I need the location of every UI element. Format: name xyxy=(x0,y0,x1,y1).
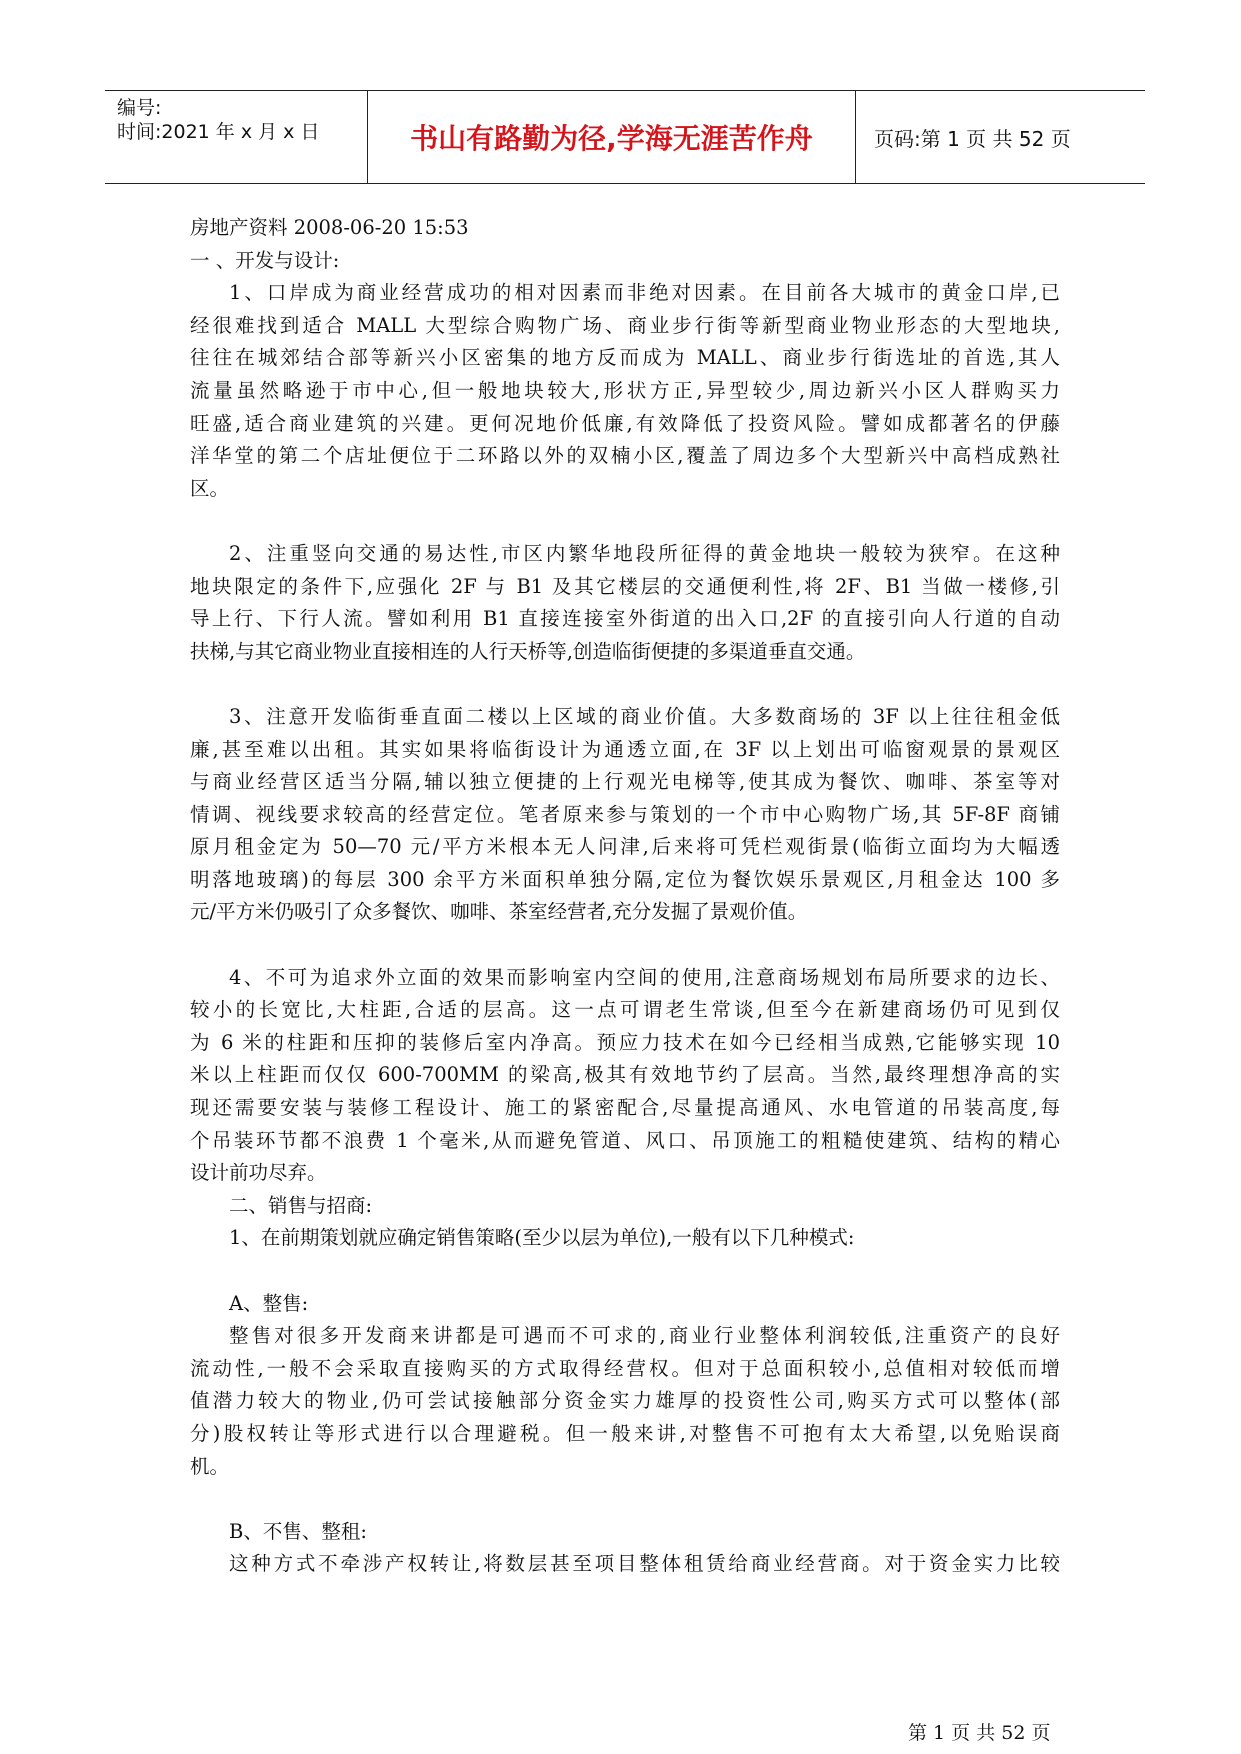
text-line: 房地产资料 2008-06-20 15:53 xyxy=(190,216,469,239)
text-line: 机。 xyxy=(190,1454,230,1478)
text-line: 导上行、下行人流。譬如利用 B1 直接连接室外街道的出入口,2F 的直接引向人行道的自动 xyxy=(190,607,1060,631)
text-line: 旺盛,适合商业建筑的兴建。更何况地价低廉,有效降低了投资风险。譬如成都著名的伊藤 xyxy=(190,411,1060,435)
text-line: 元/平方米仍吸引了众多餐饮、咖啡、茶室经营者,充分发掘了景观价值。 xyxy=(190,900,808,924)
text-line: 1、在前期策划就应确定销售策略(至少以层为单位),一般有以下几种模式: xyxy=(229,1226,855,1250)
text-line: 设计前功尽弃。 xyxy=(190,1161,327,1185)
text-line: 地块限定的条件下,应强化 2F 与 B1 及其它楼层的交通便利性,将 2F、B1 当做一楼修,引 xyxy=(190,574,1060,598)
text-line: 为 6 米的柱距和压抑的装修后室内净高。预应力技术在如今已经相当成熟,它能够实现 10 xyxy=(190,1030,1060,1054)
document-body xyxy=(190,212,1060,1581)
text-line: 明落地玻璃)的每层 300 余平方米面积单独分隔,定位为餐饮娱乐景观区,月租金达 100 多 xyxy=(190,867,1060,891)
text-line: 区。 xyxy=(190,476,230,500)
header-motto: 书山有路勤为径,学海无涯苦作舟 xyxy=(410,122,813,155)
paragraph-gap xyxy=(190,505,1060,538)
document-number-label: 编号: xyxy=(117,97,162,119)
text-line: 洋华堂的第二个店址便位于二环路以外的双楠小区,覆盖了周边多个大型新兴中高档成熟社 xyxy=(190,444,1060,468)
text-line: 2、注重竖向交通的易达性,市区内繁华地段所征得的黄金地块一般较为狭窄。在这种 xyxy=(229,541,1060,565)
text-line: 扶梯,与其它商业物业直接相连的人行天桥等,创造临街便捷的多渠道垂直交通。 xyxy=(190,639,866,663)
text-line: 4、不可为追求外立面的效果而影响室内空间的使用,注意商场规划布局所要求的边长、 xyxy=(229,965,1060,989)
header-right-cell xyxy=(856,91,1145,183)
text-line: 值潜力较大的物业,仍可尝试接触部分资金实力雄厚的投资性公司,购买方式可以整体(部 xyxy=(190,1389,1060,1413)
text-line: 1、口岸成为商业经营成功的相对因素而非绝对因素。在目前各大城市的黄金口岸,已 xyxy=(229,281,1060,305)
paragraph-gap xyxy=(190,1255,1060,1288)
paragraph-gap xyxy=(190,668,1060,701)
text-line: 情调、视线要求较高的经营定位。笔者原来参与策划的一个市中心购物广场,其 5F-8F 商铺 xyxy=(190,802,1060,826)
text-line: 经很难找到适合 MALL 大型综合购物广场、商业步行街等新型商业物业形态的大型地块, xyxy=(190,313,1060,337)
paragraph-gap xyxy=(190,1483,1060,1516)
text-line: 整售对很多开发商来讲都是可遇而不可求的,商业行业整体利润较低,注重资产的良好 xyxy=(229,1324,1060,1348)
text-line: B、不售、整租: xyxy=(229,1519,367,1543)
header-table xyxy=(105,90,1145,184)
header-middle-cell xyxy=(367,91,856,183)
header-left-cell xyxy=(105,91,367,183)
text-line: 3、注意开发临街垂直面二楼以上区域的商业价值。大多数商场的 3F 以上往往租金低 xyxy=(229,704,1060,728)
document-time-label: 时间:2021 年 x 月 x 日 xyxy=(117,121,320,143)
text-line: 与商业经营区适当分隔,辅以独立便捷的上行观光电梯等,使其成为餐饮、咖啡、茶室等对 xyxy=(190,770,1060,794)
text-line: 廉,甚至难以出租。其实如果将临街设计为通透立面,在 3F 以上划出可临窗观景的景观区 xyxy=(190,737,1060,761)
text-line: 现还需要安装与装修工程设计、施工的紧密配合,尽量提高通风、水电管道的吊装高度,每 xyxy=(190,1096,1060,1120)
footer-page-number: 第 1 页 共 52 页 xyxy=(908,1722,1051,1744)
text-line: 一 、开发与设计: xyxy=(190,248,340,272)
text-line: 这种方式不牵涉产权转让,将数层甚至项目整体租赁给商业经营商。对于资金实力比较 xyxy=(229,1552,1060,1576)
text-line: 原月租金定为 50—70 元/平方米根本无人问津,后来将可凭栏观街景(临街立面均为大幅透 xyxy=(190,835,1060,859)
header-page-number: 页码:第 1 页 共 52 页 xyxy=(874,127,1071,151)
paragraph-gap xyxy=(190,929,1060,962)
text-line: 二、销售与招商: xyxy=(229,1193,373,1217)
text-line: A、整售: xyxy=(229,1291,309,1315)
text-line: 流量虽然略逊于市中心,但一般地块较大,形状方正,异型较少,周边新兴小区人群购买力 xyxy=(190,378,1060,402)
text-line: 米以上柱距而仅仅 600-700MM 的梁高,极其有效地节约了层高。当然,最终理想净高的实 xyxy=(190,1063,1060,1087)
text-line: 流动性,一般不会采取直接购买的方式取得经营权。但对于总面积较小,总值相对较低而增 xyxy=(190,1356,1060,1380)
text-line: 往往在城郊结合部等新兴小区密集的地方反而成为 MALL、商业步行街选址的首选,其人 xyxy=(190,346,1060,370)
text-line: 分)股权转让等形式进行以合理避税。但一般来讲,对整售不可抱有太大希望,以免贻误商 xyxy=(190,1421,1060,1445)
text-line: 较小的长宽比,大柱距,合适的层高。这一点可谓老生常谈,但至今在新建商场仍可见到仅 xyxy=(190,998,1060,1022)
text-line: 个吊装环节都不浪费 1 个毫米,从而避免管道、风口、吊顶施工的粗糙使建筑、结构的精心 xyxy=(190,1128,1060,1152)
